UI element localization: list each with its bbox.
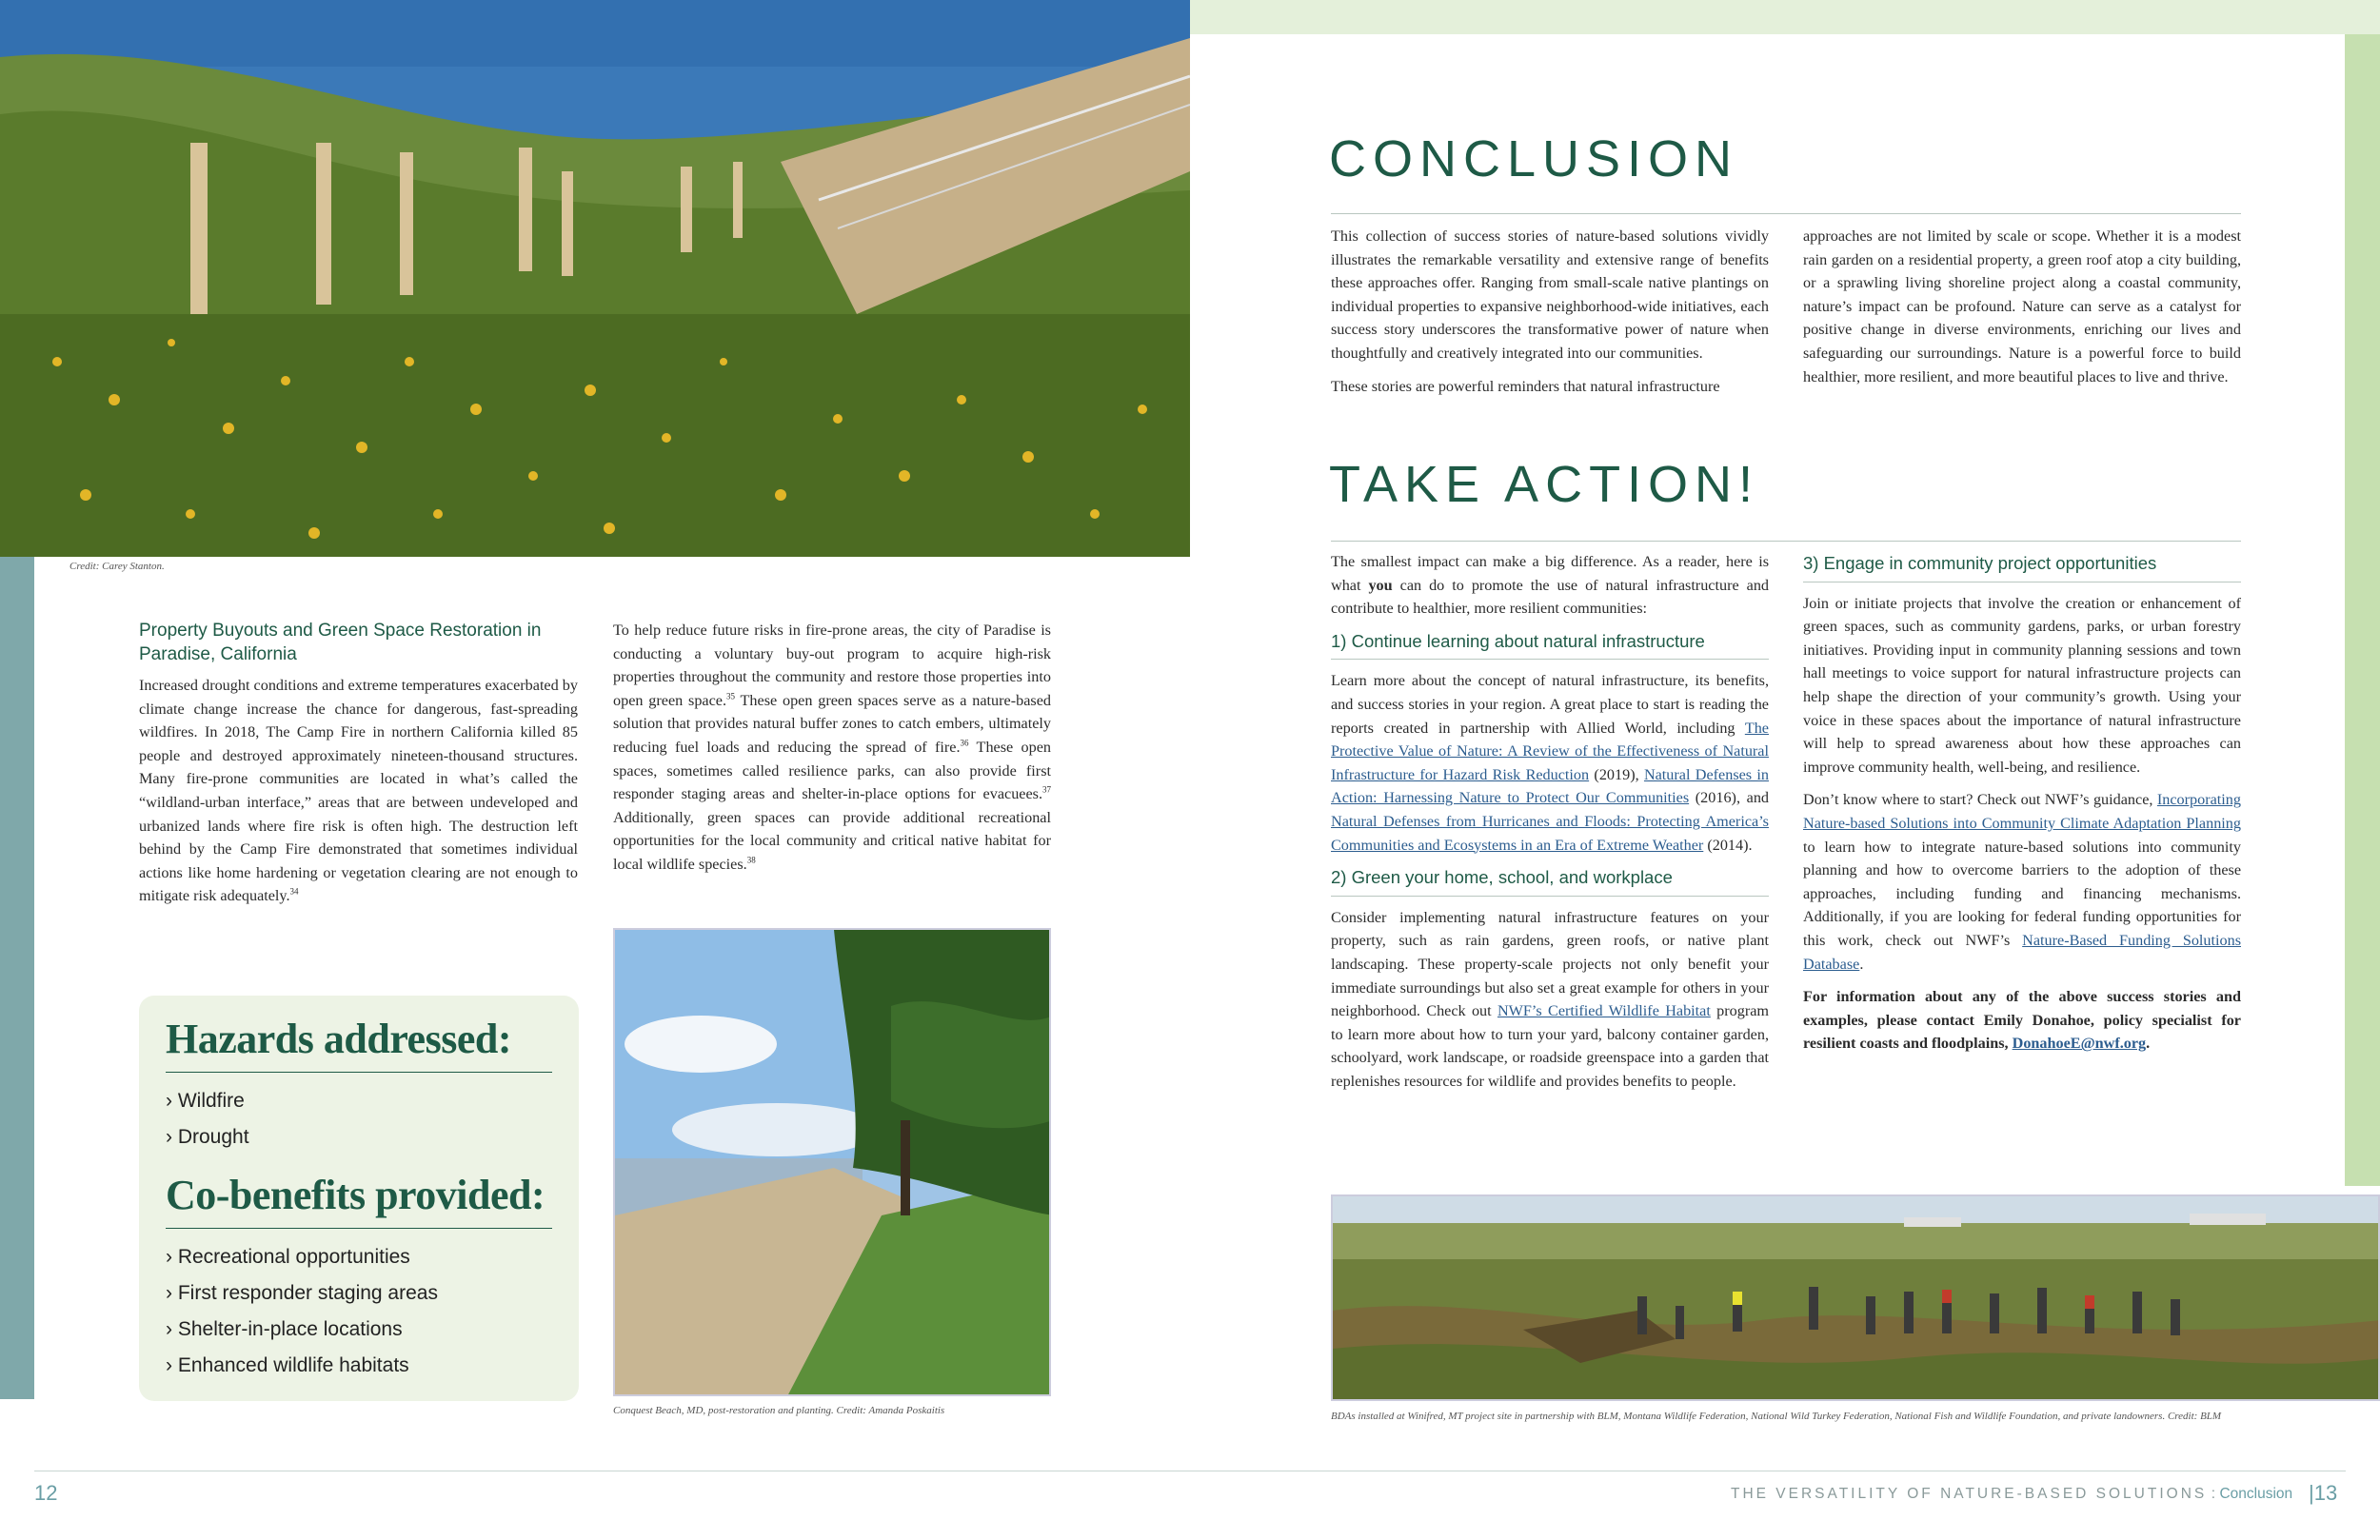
incorporating-nbs-guidance-link[interactable]: Incorporating Nature-based Solutions into Community Climate Adaptation Planning bbox=[1803, 791, 2241, 832]
top-accent-band bbox=[1190, 0, 2380, 34]
section-2-heading: 2) Green your home, school, and workplace bbox=[1331, 866, 1769, 897]
article-column-1 bbox=[139, 674, 578, 918]
lake-photo-caption: Conquest Beach, MD, post-restoration and planting. Credit: Amanda Poskaitis bbox=[613, 1405, 945, 1416]
conclusion-heading: CONCLUSION bbox=[1329, 130, 1739, 188]
take-action-rule bbox=[1331, 541, 2241, 542]
take-action-heading: TAKE ACTION! bbox=[1329, 456, 1760, 513]
section-1-text: (2014). bbox=[1703, 836, 1753, 854]
cobenefit-item: › Recreational opportunities bbox=[166, 1246, 410, 1268]
footnote-ref: 36 bbox=[960, 738, 969, 748]
contact-paragraph bbox=[1803, 985, 2241, 1056]
lake-photo-illustration bbox=[615, 930, 1051, 1396]
section-1-text: (2019), bbox=[1589, 765, 1644, 783]
certified-wildlife-habitat-link[interactable]: NWF’s Certified Wildlife Habitat bbox=[1497, 1002, 1711, 1020]
article-column-2-text: These open green spaces serve as a nature-based solution that provides natural buffer zones to catch embers, ultimately reducing fuel loads and reducing the spread of fire. bbox=[613, 691, 1051, 756]
hazard-item: › Drought bbox=[166, 1126, 249, 1148]
article-column-2 bbox=[613, 619, 1051, 886]
hazards-box bbox=[139, 996, 579, 1401]
intro-paragraph bbox=[1331, 550, 1769, 621]
hazard-item: › Wildfire bbox=[166, 1090, 245, 1112]
section-2-paragraph bbox=[1331, 906, 1769, 1094]
article-column-2-text: These open spaces, sometimes called resilience parks, can also provide first responder staging areas and shelter-in-place options for evacuees. bbox=[613, 738, 1051, 803]
natural-defenses-hurricanes-link[interactable]: Natural Defenses from Hurricanes and Floods: Protecting America’s Communities and Ecosystems in an Era of Extreme Weather bbox=[1331, 812, 1769, 854]
contact-email-link[interactable]: DonahoeE@nwf.org bbox=[2012, 1035, 2147, 1053]
article-column-2-text: Additionally, green spaces can provide additional recreational opportunities for the local community and critical native habitat for local wildlife species. bbox=[613, 808, 1051, 873]
conclusion-column-2 bbox=[1803, 225, 2241, 398]
conclusion-column-1 bbox=[1331, 225, 1769, 407]
protective-value-report-link[interactable]: The Protective Value of Nature: A Review of the Effectiveness of Natural Infrastructure for Hazard Risk Reduction bbox=[1331, 719, 1769, 783]
hazards-title: Hazards addressed: bbox=[166, 1016, 511, 1062]
section-1-heading: 1) Continue learning about natural infrastructure bbox=[1331, 630, 1769, 661]
conclusion-paragraph-1: This collection of success stories of nature-based solutions vividly illustrates the remarkable versatility and extensive range of benefits these approaches offer. Ranging from small-scale native plantings on individual properties to expansive neighborhood-wide initiatives, each success story underscores the transformative power of nature when thoughtfully and creatively integrated into our communities. bbox=[1331, 227, 1769, 362]
contact-end: . bbox=[2146, 1035, 2151, 1053]
natural-defenses-in-action-link[interactable]: Natural Defenses in Action: Harnessing Nature to Protect Our Communities bbox=[1331, 765, 1769, 807]
section-3-text: . bbox=[1859, 955, 1864, 973]
contact-text: For information about any of the above success stories and examples, please contact Emily Donahoe, policy specialist for resilient coasts and floodplains, bbox=[1803, 988, 2241, 1053]
section-2-text: Consider implementing natural infrastructure features on your property, such as rain gardens, green roofs, or native plant landscaping. These property-scale projects not only benefit your immediate surroundings but also set a great example for others in your neighborhood. Check out bbox=[1331, 908, 1769, 1020]
hero-photo bbox=[0, 0, 1190, 557]
cobenefit-item: › First responder staging areas bbox=[166, 1282, 438, 1304]
section-2-text: program to learn more about how to turn your yard, balcony container garden, schoolyard, work landscape, or roadside greenspace into a garden that replenishes resources for wildlife and provides benefits to people. bbox=[1331, 1002, 1769, 1090]
section-1-paragraph bbox=[1331, 669, 1769, 857]
hazards-rule bbox=[166, 1072, 552, 1073]
section-1-text: Learn more about the concept of natural infrastructure, its benefits, and success stories in your region. A great place to start is reading the reports created in partnership with Allied World, including bbox=[1331, 672, 1769, 737]
left-page-number: 12 bbox=[34, 1481, 58, 1505]
section-3-paragraph-1: Join or initiate projects that involve the creation or enhancement of green spaces, such as community gardens, parks, or urban forestry initiatives. Providing input in community planning sessions and town hall meetings to voice support for natural infrastructure projects can help shape the direction of your community’s growth. Using your voice in these spaces about the importance of natural infrastructure will help to spread awareness about how these approaches can improve community health, well-being, and resilience. bbox=[1803, 594, 2241, 776]
cobenefits-title: Co-benefits provided: bbox=[166, 1172, 545, 1218]
footnote-ref: 37 bbox=[1042, 784, 1051, 795]
cobenefits-list bbox=[166, 1239, 438, 1384]
cobenefits-rule bbox=[166, 1228, 552, 1229]
hero-photo-illustration bbox=[0, 0, 1190, 557]
funding-solutions-database-link[interactable]: Nature-Based Funding Solutions Database bbox=[1803, 931, 2241, 973]
footer-section: Conclusion bbox=[2219, 1486, 2293, 1502]
field-photo-caption: BDAs installed at Winifred, MT project site in partnership with BLM, Montana Wildlife Federation, National Wild Turkey Federation, National Fish and Wildlife Foundation, and private landowners. Credit: BLM bbox=[1331, 1411, 2222, 1422]
footnote-ref: 35 bbox=[726, 691, 736, 701]
take-action-column-1 bbox=[1331, 550, 1769, 1102]
section-1-text: (2016), and bbox=[1689, 789, 1770, 807]
footer-bar: | bbox=[2309, 1481, 2314, 1505]
cobenefit-item: › Shelter-in-place locations bbox=[166, 1318, 403, 1340]
field-photo-illustration bbox=[1333, 1196, 2380, 1401]
lake-photo bbox=[613, 928, 1051, 1396]
conclusion-rule bbox=[1331, 213, 2241, 214]
article-column-2-text: To help reduce future risks in fire-prone areas, the city of Paradise is conducting a voluntary buy-out program to acquire high-risk properties throughout the community and restore those properties into open green space. bbox=[613, 622, 1051, 709]
section-3-heading: 3) Engage in community project opportunities bbox=[1803, 552, 2241, 582]
footer-title: THE VERSATILITY OF NATURE-BASED SOLUTIONS bbox=[1731, 1486, 2208, 1502]
intro-bold: you bbox=[1368, 576, 1393, 594]
section-3-paragraph-2 bbox=[1803, 788, 2241, 976]
cobenefit-item: › Enhanced wildlife habitats bbox=[166, 1354, 409, 1376]
hazards-list bbox=[166, 1083, 249, 1155]
take-action-column-2 bbox=[1803, 548, 2241, 1065]
right-page-number: 13 bbox=[2313, 1481, 2338, 1505]
footer-separator: : bbox=[2211, 1486, 2215, 1502]
conclusion-paragraph-2: These stories are powerful reminders that natural infrastructure bbox=[1331, 377, 1720, 395]
article-column-1-text: Increased drought conditions and extreme temperatures exacerbated by climate change increase the chance for dangerous, fast-spreading wildfires. In 2018, The Camp Fire in northern California killed 85 people and destroyed approximately nineteen-thousand structures. Many fire-prone communities are located in what’s called the “wildland-urban interface,” areas that are between undeveloped and urbanized lands where fire risk is often high. The destruction left behind by the Camp Fire demonstrated that sometimes individual actions like home hardening or vegetation clearing are not enough to mitigate risk adequately. bbox=[139, 677, 578, 905]
footnote-ref: 38 bbox=[746, 855, 756, 865]
field-photo bbox=[1331, 1194, 2380, 1401]
section-3-text: to learn how to integrate nature-based solutions into community planning and how to overcome barriers to the adoption of these approaches, including funding and financing mechanisms. Additionally, if you are looking for federal funding opportunities for this work, check out NWF’s bbox=[1803, 838, 2241, 949]
hero-photo-credit: Credit: Carey Stanton. bbox=[69, 561, 165, 572]
article-heading: Property Buyouts and Green Space Restoration in Paradise, California bbox=[139, 621, 542, 664]
right-accent-band bbox=[2345, 34, 2380, 1186]
conclusion-paragraph-3: approaches are not limited by scale or scope. Whether it is a modest rain garden on a residential property, a green roof atop a city building, or a sprawling living shoreline project along a coastal community, nature’s impact can be profound. Nature can serve as a catalyst for positive change in diverse environments, enriching our lives and safeguarding our surroundings. Nature is a powerful force to build healthier, more resilient, and more beautiful places to live and thrive. bbox=[1803, 227, 2241, 385]
footnote-ref: 34 bbox=[289, 886, 299, 897]
left-accent-band bbox=[0, 557, 34, 1399]
running-footer bbox=[1731, 1486, 2292, 1503]
intro-text: The smallest impact can make a big difference. As a reader, here is what bbox=[1331, 553, 1769, 594]
section-3-text: Don’t know where to start? Check out NWF’s guidance, bbox=[1803, 791, 2157, 809]
intro-text: can do to promote the use of natural infrastructure and contribute to healthier, more resilient communities: bbox=[1331, 576, 1770, 618]
right-page-number-block bbox=[2309, 1481, 2337, 1506]
